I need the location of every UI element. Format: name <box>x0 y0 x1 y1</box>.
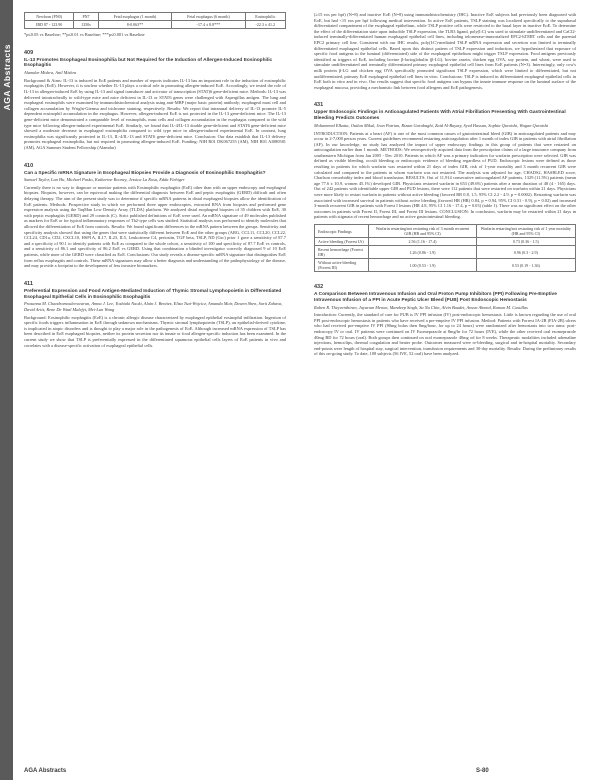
top-table-cell: -17.4 ± 8.8*** <box>172 21 245 29</box>
abstract-title: IL-13 Promotes Esophageal Eosinophilia but Not Required for the Induction of Allergen-Induced Eosinophilic Esophagitis <box>24 57 273 69</box>
results-table-cell: 2.56 (1.16 - 17.4) <box>369 238 476 246</box>
abstract-authors: Ruben R. Theyventhiran, Jayaram Menon, Mandeep Singh, Su Na Chin, Alvin Baudet, Anson Ahmed, Ramon M. Castillas <box>314 304 528 310</box>
abstract-body: Background: Eosinophilic esophagitis (EoE) is a chronic allergic disease characterized by esophageal epithelial eosinophil infiltration. Ingestion of specific foods triggers inflammation in EoE through unknown mechanisms. Thymic stromal lymphopoietin (TSLP), an epithelial-derived cytokine, is implicated in atopic disorders and is thought to play a major role in the pathogenesis of EoE. Although increased mRNA expression of TSLP has been described in EoE esophageal biopsies, neither its protein secretion nor its innate or food allergen-specific induction has been examined. In the current study we show that TSLP is preferentially expressed in the differentiated squamous epithelial cells layers of EoE patients in vivo and correlates with a disease-specific activation of esophageal epithelial cells. <box>24 314 286 348</box>
results-table-cell: Without active bleeding (Forrest III) <box>315 259 369 272</box>
right-column <box>314 12 576 357</box>
table-row <box>315 246 576 259</box>
table-row <box>315 238 576 246</box>
results-table-header-cell: Warfarin restarting/not restarting risk of 1 year mortality (HR and 95% CI) <box>476 225 575 238</box>
abstract-431 <box>314 102 576 220</box>
results-table-header-cell: Warfarin restarting/not restarting risk of 3 month recurrent GIB (HR and 95% CI) <box>369 225 476 238</box>
abstract-title: A Comparison Between Intravenous Infusion and Oral Proton Pump Inhibitors (PPI) Following Pre-Emptive Intravenous Infusion of a PPI in Acute Peptic Ulcer Bleed (PUB) Post Endoscopic Hemostasis <box>314 292 557 303</box>
abstract-number: 410 <box>24 162 34 169</box>
results-table-cell: 1.26 (0.86 - 1.9) <box>369 246 476 259</box>
abstract-409 <box>24 50 286 151</box>
abstract-body: Introduction: Currently, the standard of care for PUB is IV PPI infusion (IV) post-endoscopic hemostasis. Little is known regarding the use of oral PPI post-endoscopic hemostasis in patients who have received a pre-emptive IV PPI infusion. Method: Patients with Forrest IA-2B (FIA-2B) ulcers who had received pre-emptive IV PPI (80mg bolus then 8mg/hour, for up to 24 hours) were randomized after hemostasis into two arms: post-endoscopy IV or oral. IV patients were continued on IV Esomeprazole at 8mg/hr for 72 hours (IVE), while the other received oral esomeprazole 40mg BD for 72 hours (oral). Both groups then continued on oral esomeprazole 40mg od for 8 weeks. Therapeutic modalities included adrenaline injections, hemoclips, thermal coagulation and heater probe. Outcomes measured were re-bleeding, surgical and in-hospital mortality. Secondary end-points were length of hospital stay, surgical intervention, transfusion requirements and 30-day mortality. Results: During the preliminary results of this on-going study. To date, 108 subjects (56 IVE, 52 oral) have been analyzed. <box>314 312 576 357</box>
top-table-cell: -22.3 ± 41.2 <box>245 21 285 29</box>
footer-page-number: S-80 <box>476 768 489 774</box>
results-table-cell: 0.96 (0.3 - 2.9) <box>476 246 575 259</box>
results-table-cell: Active bleeding (Forrest IA) <box>315 238 369 246</box>
abstract-number: 431 <box>314 102 324 109</box>
top-table-cell: IBD 87 - 123.90 <box>25 21 74 29</box>
top-table-header-row <box>25 13 286 21</box>
sidebar-band <box>0 0 13 780</box>
footer-journal: AGA Abstracts <box>24 768 67 774</box>
abstract-title: Can a Specific mRNA Signature in Esophageal Biopsies Provide a Diagnosis of Eosinophilic Esophagitis? <box>24 170 266 176</box>
results-table-header-row <box>315 225 576 238</box>
abstract-432 <box>314 284 576 357</box>
abstract-body: Background & Aims: IL-13 is induced in EoE patients and number of reports indicates IL-13 has an important role in the induction of eosinophilic esophagitis (EoE). However, it is unclear whether IL-13 plays a critical role in promoting allergen-induced EoE. Accordingly, we tested the role of IL-13 in allergen-induced EoE by using IL-13 and signal transducer and activator of transcription (STAT)6 gene-deficient mice. Methods: IL-13 was delivered intratracheally to wild-type mice and mice deficient in IL-13 or STAT6 genes were challenged with Aspergillus antigen. The lung and esophageal eosinophils were examined by immunohistochemical analysis using anti-MBP (major basic protein) antibody; esophageal mast cell and collagen accumulation by Wright-Giemsa and trichrome staining, respectively. Results: We report that intranasal delivery of IL-13 promote IL-5 dependent eosinophil accumulation in the esophagus. However, allergen-induced EoE is not protected in the IL-13 gene-deficient mice. The IL-13 gene-deficient mice demonstrated a comparable level of eosinophils, mast cells and collagen accumulation in the esophagus compared to the wild type mice following allergen-induced experimental EoE. Similarly, we found that IL-4/IL-13 double gene-deficient and STAT6 gene-deficient mice showed a moderate decrease in esophageal eosinophilia compared to wild type mice in allergen-induced experimental EoE. In contrast, lung eosinophilia was significantly protected in IL-13, IL-4/IL-13 and STAT6 gene-deficient mice. Conclusion: Our data establish that IL-13 delivery promotes esophageal eosinophilia, but not required in promoting allergen-induced EoE. Funding: NIH R01 DK067255 (AM), NIH R01 AI080581 (AM), AGA Summer Student Fellowship (Alamdar) <box>24 77 286 150</box>
abstract-authors: Prasanna M. Chandramouleeswaran, Amna J. Lee, Yoshiaki Naoki, Alain J. Benitez, Eliza Tsai-Wojcicz, Amanda Muir, Dawen Shen, Sarit Zahava, David Artis, Rene De Waal Malefyt, Mei-Lun Wang <box>24 301 283 312</box>
top-table-header-cell: Fetal esophagus (6 month) <box>172 13 245 21</box>
results-table-cell: 0.73 (0.36 - 1.5) <box>476 238 575 246</box>
abstract-number: 409 <box>24 49 34 56</box>
table-row <box>315 259 576 272</box>
results-table-header-cell: Endoscopic Findings <box>315 225 369 238</box>
abstract-411-continued: (≥15 eos per hpf) (N=8) and inactive EoE (N=8) using immunohistochemistry (IHC). Inactive EoE subjects had previously been diagnosed with EoE, but had <15 eos per hpf following medical intervention. In active EoE patients, TSLP staining was localized specifically to the suprabasal differentiated compartment of the esophageal epithelium, while TSLP positive cells were restricted to the basal layer in inactive EoE. To determine the effect of the differentiation state upon inducible TSLP expression, the TLR3 ligand, poly(I:C) was used to stimulate undifferentiated and CaCl2-induced terminally-differentiated human esophageal epithelial cell lines, including telomerase-immortalized EPC2-hTERT cells and the parental EPC2 primary cell line. Consistent with our IHC results, poly(I:C)-mediated TSLP mRNA expression and secretion was limited to terminally differentiated esophageal epithelial cells. Based upon this distinct pattern of TSLP expression and induction, we hypothesized that exposure of specific food antigens to the luminal (differentiated) side of the esophageal epithelium might trigger TSLP expression. Food antigens previously identified as triggers of EoE, including bovine β-lactoglobulin (β-LG), bovine casein, chicken egg OVA, soy protein, and wheat, were used to stimulate undifferentiated and terminally differentiated primary esophageal epithelial cell lines from EoE patients (N=3). Interestingly, only cow's milk protein β-LG and chicken egg OVA specifically promoted significant TSLP expression, which were limited to differentiated, but not undifferentiated, primary EoE esophageal epithelial cell lines in vitro. Conclusions: TSLP is induced in differentiated esophageal epithelial cells in EoE both in vitro and in vivo. Our results suggest that specific food antigens can bypass the innate immune response on the luminal surface of the esophageal mucosa, providing a mechanistic link between food allergens and EoE pathogenesis. <box>314 12 576 90</box>
abstract-number: 411 <box>24 280 33 287</box>
top-table-header-cell: Fetal esophagus (1 month) <box>98 13 171 21</box>
top-table-row <box>25 21 286 29</box>
top-table-header-cell: Newborn (PN0) <box>25 13 74 21</box>
abstract-411 <box>24 281 286 348</box>
top-table-header-cell: Eosinophilic <box>245 13 285 21</box>
abstract-body: INTRODUCTION: Patients at a heart (AF) is one of the most common causes of gastrointestinal bleed (GIB) in anticoagulated patients and may occur in 2-7,000 person years. Current guidelines recommend restarting anticoagulation after 1 month of index GIB in patients with atrial fibrillation (AF). In our knowledge, no study has analyzed the impact of upper endoscopy findings in this group of patients that were restarted on anticoagulation earlier than 1 month. METHODS: We retrospectively acquired data from the prescription claims of a large insurance company from southeastern Michigan from Jan 2005 - Dec 2010. Patients in which AF was a primary indication for warfarin prescription were selected. GIB was defined as visible bleeding, occult bleeding or endoscopic evidence of bleeding regardless of PUD. Endoscopic lesions were defined as those resulting in patients for which warfarin was restarted within 21 days of index GIB, risk of 1-year mortality and 3 month recurrent GIB were calculated and compared to the patients in whom warfarin was not restarted. The analysis was adjusted for age, CHADS2, HASBLED score, Charlson comorbidity index and blood transfusion. RESULTS: Out of 11,914 consecutive anticoagulated AF patients, 1329 (11.5%) patients (mean age 77.6 ± 10.9, women 45.1%) developed GIB. Physicians restarted warfarin in 653 (49.6%) patients after a mean duration of 48 (4 - 165) days. Out of 242 patients with identifiable upper GIB and PUD lesions, there were 112 patients that were restarted on warfarin within 21 days. Physicians were more likely to restart warfarin in patients without active bleeding (favored RR 0.8, 1.5, 95% CI 2.2 - 4.9, p = 0.0002). Restarting warfarin was associated with increased survival in patients without active bleeding (favored HR (HR) 0.84, p = 0.94, 95% CI 0.31 - 0.9), p = 0.02) and increased 3-month recurrent GIB in patients with Forest I lesions (HR 4.8, 95% CI 1.16 - 17.4, p = 0.03) (table 1). There was no significant effect on the other outcomes in patients with Forest II, Forest III, and Forest III lesions. CONCLUSION: In conclusion, warfarin may be restarted within 21 days in patients with stigmata of recent hemorrhage and no active gastrointestinal bleeding. <box>314 130 576 220</box>
top-table-note: *p≤0.05 vs Baseline; **p≤0.01 vs Baseline; ***p≤0.001 vs Baseline <box>24 32 145 37</box>
top-table-cell: 1350s <box>74 21 99 29</box>
sidebar-label: AGA Abstracts <box>1 44 12 111</box>
left-column <box>24 12 286 348</box>
top-table-header-cell: PN7 <box>74 13 99 21</box>
top-table <box>24 12 286 29</box>
results-table-cell: 0.53 (0.19 - 1.36) <box>476 259 575 272</box>
abstract-body: Currently there is no way to diagnose or monitor patients with Eosinophilic esophagitis (EoE) other than with an upper endoscopy and esophageal biopsies. Biopsies, however, can be equivocal making the differential diagnosis between EoE and peptic esophagitis (GERD) difficult and often delaying therapy. The aim of the present study was to determine if specific mRNA patterns in distal esophageal biopsies allow the identification of EoE patients. Methods: Prospective study in which we performed three upper endoscopies, extracted RNA from biopsies and performed gene expression analysis using the TaqMan Low Density Array (TLDA) platform. We analyzed distal esophageal biopsies of 35 children with EoE, 30 with peptic esophagitis (GERD) and 29 controls (C). Strict published definitions of EoE were used. An mRNA signature of 49 molecules published as markers for EoE or for typical inflammatory responses of Th2-type cells was studied. Statistical analysis was performed to identify molecules that allowed the differentiation of EoE from controls. Results: We found significant differences in the mRNA pattern between the groups. Sensitivity and specificity analysis showed that using the genes that were statistically different between EoE and the other groups (ARG, CCL11, CCL20, CCL22, CCL24, CD1a, CD2, CXCL10, HSP1A, IL17, IL23, IL5, Leukotriene C4, periostin, TGF beta, TSLP, ND (Gsc) prior 1 gave a sensitivity of 87.7 and a specificity of 90.1 to identify patients with EoE as compared to the whole cohort, a sensitivity of 100 and specificity of 87.7 EoE vs controls, and a sensitivity of 86.1 and specificity of 86.2 EoE vs GERD. Using that combination a blinded investigator correctly diagnosed 9 of 10 EoE patients, while none of the GERD were classified as EoE. Conclusions: Our study reveals a disease-specific mRNA signature that distinguishes EoE from reflux esophagitis and controls. These mRNA signatures may allow a better diagnosis and understanding of the pathophysiology of the disease, and may provide a footprint to the development of less invasive biomarkers. <box>24 184 286 269</box>
results-table <box>314 224 576 272</box>
results-table-cell: Recent hemorrhage (Forrest IIB) <box>315 246 369 259</box>
abstract-authors: Alamdar Mishra, Anil Mishra <box>24 70 77 76</box>
top-table-cell: 8-0.063** <box>98 21 171 29</box>
abstract-title: Preferential Expression and Food Antigen-Mediated Induction of Thymic Stromal Lymphopoietin in Differentiated Esophageal Epithelial Cells in Eosinophilic Esophagitis <box>24 288 282 300</box>
abstract-410 <box>24 163 286 269</box>
abstract-title: Upper Endoscopic Findings in Anticoagulated Patients With Atrial Fibrillation Presenting With Gastrointestinal Bleeding Predicts Outcomes <box>314 110 566 122</box>
abstract-authors: Mohammed Elkatta, Outlan Mikal, Jean Patrian, Rizam Garabaghi, Zaid Al-Bayaty, Syed Hassan, Sophia Quraishi, Wagan Quraishi <box>314 122 549 128</box>
abstract-number: 432 <box>314 284 324 290</box>
results-table-cell: 1.00 (0.53 - 1.9) <box>369 259 476 272</box>
abstract-authors: Samuel Taylor, Lan Hu, Michael Pasko, Katherine Rooney, Jessica La Rosa, Edda Fiebiger <box>24 177 185 183</box>
